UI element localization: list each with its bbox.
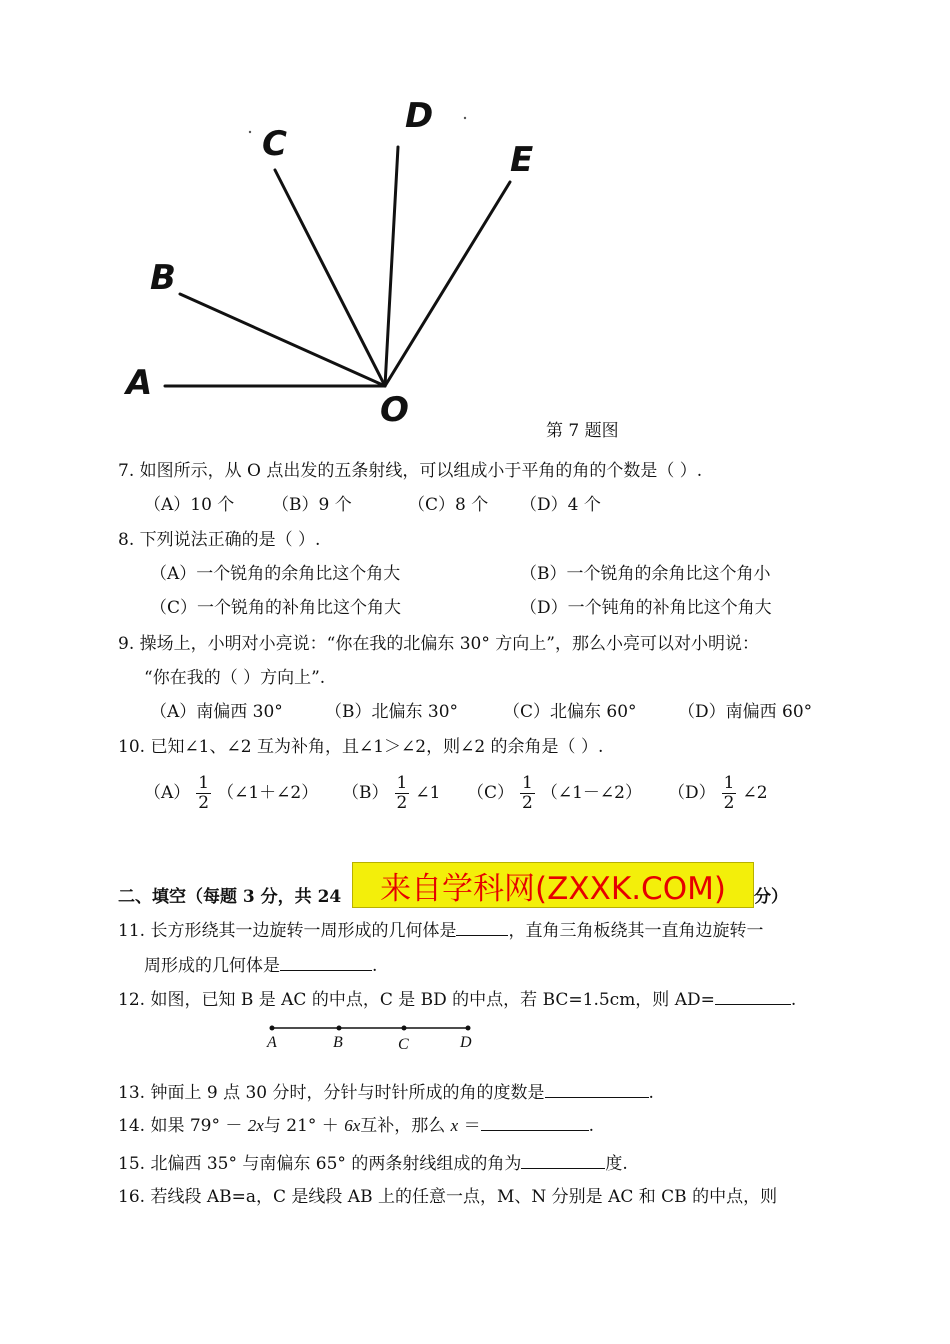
q8-stem: 8. 下列说法正确的是（ ）. xyxy=(118,530,321,550)
q9-option-b: （B）北偏东 30° xyxy=(325,702,459,722)
section-2-heading: 二、填空（每题 3 分，共 24 xyxy=(118,887,342,907)
point-label-C: C xyxy=(262,124,287,164)
point-A-dot xyxy=(270,1026,275,1031)
fraction-one-half: $\frac{1}{2}$ xyxy=(198,772,210,813)
answer-blank[interactable] xyxy=(521,1152,605,1169)
figure-7-caption: 第 7 题图 xyxy=(546,421,619,441)
q7-option-b: （B）9 个 xyxy=(272,495,352,515)
q13-stem: 13. 钟面上 9 点 30 分时，分针与时针所成的角的度数是 . xyxy=(118,1083,654,1103)
point-label-D: D xyxy=(405,96,434,136)
q10-option-a: （A） $\frac{1}{2}$ （∠1＋∠2） xyxy=(144,772,319,813)
figure-7-rays xyxy=(0,0,950,420)
q9-stem-line1: 9. 操场上，小明对小亮说：“你在我的北偏东 30° 方向上”，那么小亮可以对小明说： xyxy=(118,634,759,654)
q11-line2: 周形成的几何体是 . xyxy=(144,956,378,976)
point-label-O: O xyxy=(380,390,409,430)
q8-option-a: （A）一个锐角的余角比这个角大 xyxy=(150,564,401,584)
q9-option-d: （D）南偏西 60° xyxy=(678,702,813,722)
segment-diagram xyxy=(260,1020,490,1060)
q11-line1: 11. 长方形绕其一边旋转一周形成的几何体是 ，直角三角板绕其一直角边旋转一 xyxy=(118,921,764,941)
q9-option-c: （C）北偏东 60° xyxy=(503,702,637,722)
segment-label-C: C xyxy=(398,1036,409,1053)
q10-option-b: （B） $\frac{1}{2}$ ∠1 xyxy=(342,772,441,813)
q7-stem: 7. 如图所示，从 O 点出发的五条射线，可以组成小于平角的角的个数是（ ）. xyxy=(118,461,703,481)
answer-blank[interactable] xyxy=(481,1114,589,1131)
q8-option-b: （B）一个锐角的余角比这个角小 xyxy=(520,564,771,584)
fraction-one-half: $\frac{1}{2}$ xyxy=(522,772,533,813)
answer-blank[interactable] xyxy=(715,988,791,1005)
q15-stem: 15. 北偏西 35° 与南偏东 65° 的两条射线组成的角为 度. xyxy=(118,1154,628,1174)
segment-label-D: D xyxy=(460,1034,472,1051)
point-label-B: B xyxy=(150,258,176,298)
watermark-banner: 来自学科网(ZXXK.COM) xyxy=(352,862,754,908)
point-label-A: A xyxy=(126,363,153,403)
section-2-heading-tail: 分） xyxy=(754,887,788,907)
answer-blank[interactable] xyxy=(280,954,372,971)
q16-stem: 16. 若线段 AB=a，C 是线段 AB 上的任意一点，M、N 分别是 AC 和 CB 的中点，则 xyxy=(118,1187,778,1207)
q8-option-c: （C）一个锐角的补角比这个角大 xyxy=(150,598,402,618)
q10-stem: 10. 已知∠1、∠2 互为补角，且∠1＞∠2，则∠2 的余角是（ ）. xyxy=(118,737,604,757)
ray-OB xyxy=(180,294,385,386)
answer-blank[interactable] xyxy=(456,919,508,936)
q10-option-c: （C） $\frac{1}{2}$ （∠1－∠2） xyxy=(467,772,642,813)
q12-stem: 12. 如图，已知 B 是 AC 的中点，C 是 BD 的中点，若 BC=1.5cm，则 AD= . xyxy=(118,990,797,1010)
point-C-dot xyxy=(402,1026,407,1031)
q8-option-d: （D）一个钝角的补角比这个角大 xyxy=(520,598,772,618)
segment-label-A: A xyxy=(267,1034,277,1051)
q7-option-a: （A）10 个 xyxy=(144,495,235,515)
segment-label-B: B xyxy=(333,1034,343,1051)
answer-blank[interactable] xyxy=(545,1081,649,1098)
ray-OD xyxy=(385,147,398,386)
q10-option-d: （D） $\frac{1}{2}$ ∠2 xyxy=(668,772,768,813)
point-label-E: E xyxy=(510,140,534,180)
point-B-dot xyxy=(337,1026,342,1031)
q9-option-a: （A）南偏西 30° xyxy=(150,702,283,722)
point-D-dot xyxy=(466,1026,471,1031)
q9-stem-line2: “你在我的（ ）方向上”. xyxy=(144,668,326,688)
fraction-one-half: $\frac{1}{2}$ xyxy=(396,772,408,813)
q7-option-d: （D）4 个 xyxy=(520,495,601,515)
ray-OC xyxy=(275,170,385,386)
q7-option-c: （C）8 个 xyxy=(408,495,489,515)
ray-OE xyxy=(385,182,510,386)
q14-stem: 14. 如果 79° － 2x与 21° ＋ 6x互补，那么 x ＝ . xyxy=(118,1116,595,1136)
fraction-one-half: $\frac{1}{2}$ xyxy=(723,772,735,813)
